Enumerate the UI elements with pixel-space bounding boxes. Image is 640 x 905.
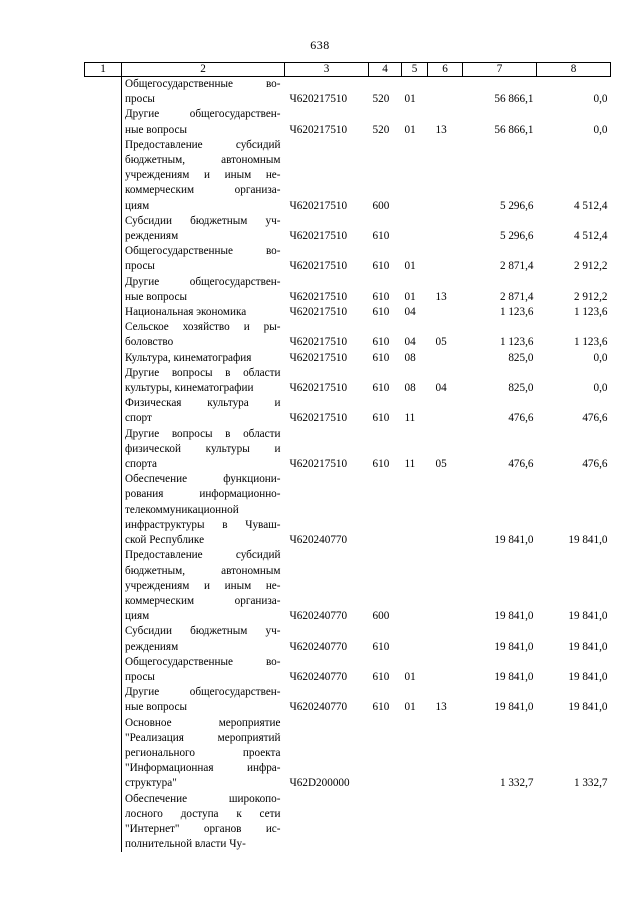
row-number-cell (85, 244, 122, 274)
amount-year-2: 1 123,6 (573, 336, 608, 349)
column-header: 7 (463, 63, 537, 77)
item-name-line: рования информационно- (125, 488, 281, 501)
section-code: 01 (404, 93, 416, 106)
amount-year-2: 0,0 (593, 351, 608, 364)
amount-year-2: 4 512,4 (573, 230, 608, 243)
item-name-line: просы (125, 260, 155, 273)
row-number-cell (85, 396, 122, 426)
target-article-code: Ч62D200000 (289, 777, 350, 790)
column-header: 2 (122, 63, 285, 77)
amount-year-2: 2 912,2 (573, 290, 608, 303)
subsection-code: 13 (435, 123, 447, 136)
item-name-cell (122, 548, 285, 624)
row-number-cell (85, 716, 122, 792)
amount-year-2: 19 841,0 (568, 610, 608, 623)
amount-year-1: 1 123,6 (499, 306, 534, 319)
expense-type-code: 520 (372, 123, 390, 136)
expense-type-code: 610 (372, 640, 390, 653)
item-name-line: регионального проекта (125, 746, 281, 759)
section-code: 08 (404, 351, 416, 364)
row-number-cell (85, 351, 122, 366)
expense-type-code: 610 (372, 670, 390, 683)
table-row (85, 138, 611, 214)
item-name-line: реждениям (125, 230, 179, 243)
section-code: 01 (404, 670, 416, 683)
target-article-code: Ч620217510 (289, 93, 348, 106)
table-row (85, 396, 611, 426)
expense-type-code: 610 (372, 290, 390, 303)
subsection-code (428, 716, 463, 792)
item-name-cell (122, 792, 285, 853)
amount-year-2: 0,0 (593, 123, 608, 136)
section-code: 11 (404, 412, 416, 425)
item-name-line: коммерческим организа- (125, 594, 281, 607)
subsection-code (428, 351, 463, 366)
amount-year-1: 1 332,7 (499, 777, 534, 790)
expense-type-code: 520 (372, 93, 390, 106)
expense-type-code: 610 (372, 260, 390, 273)
amount-year-1: 476,6 (508, 458, 534, 471)
item-name-line: инфраструктуры в Чуваш- (125, 518, 281, 531)
row-number-cell (85, 685, 122, 715)
subsection-code (428, 396, 463, 426)
subsection-code (428, 214, 463, 244)
subsection-code (428, 77, 463, 108)
row-number-cell (85, 305, 122, 320)
item-name-cell (122, 427, 285, 473)
target-article-code: Ч620217510 (289, 290, 348, 303)
target-article-code: Ч620217510 (289, 412, 348, 425)
row-number-cell (85, 792, 122, 853)
amount-year-1: 19 841,0 (494, 534, 534, 547)
table-row (85, 427, 611, 473)
expense-type-code: 610 (372, 351, 390, 364)
target-article-code: Ч620217510 (289, 382, 348, 395)
expense-type-code: 610 (372, 382, 390, 395)
page-number: 638 (310, 38, 330, 52)
table-body (85, 77, 611, 853)
item-name-line: Предоставление субсидий (125, 549, 281, 562)
item-name-line: реждениям (125, 640, 179, 653)
amount-year-1: 19 841,0 (494, 701, 534, 714)
table-row (85, 214, 611, 244)
row-number-cell (85, 275, 122, 305)
target-article-code: Ч620240770 (289, 670, 348, 683)
item-name-line: "Реализация мероприятий (125, 731, 281, 744)
table-row (85, 472, 611, 548)
amount-year-1: 19 841,0 (494, 640, 534, 653)
item-name-line: культуры, кинематографии (125, 382, 254, 395)
item-name-line: бюджетным, автономным (125, 564, 281, 577)
amount-year-1: 19 841,0 (494, 610, 534, 623)
amount-year-1: 825,0 (508, 382, 534, 395)
item-name-line: "Интернет" органов ис- (125, 822, 281, 835)
section-code: 01 (404, 123, 416, 136)
item-name-line: боловство (125, 336, 174, 349)
section-code: 01 (404, 260, 416, 273)
item-name-line: Общегосударственные во- (125, 78, 281, 90)
item-name-line: Другие вопросы в области (125, 427, 281, 440)
section-code: 04 (404, 306, 416, 319)
item-name-cell (122, 366, 285, 396)
expense-type-code (369, 716, 402, 792)
column-header: 1 (85, 63, 122, 77)
row-number-cell (85, 138, 122, 214)
amount-year-2: 0,0 (593, 93, 608, 106)
expense-type-code: 600 (372, 610, 390, 623)
item-name-line: Другие общегосударствен- (125, 686, 281, 699)
amount-year-1: 5 296,6 (499, 199, 534, 212)
amount-year-1: 476,6 (508, 412, 534, 425)
item-name-line: Другие общегосударствен- (125, 108, 281, 121)
item-name-line: "Информационная инфра- (125, 762, 281, 775)
item-name-line: циям (125, 610, 150, 623)
row-number-cell (85, 655, 122, 685)
table-row (85, 366, 611, 396)
item-name-line: физической культуры и (125, 442, 281, 455)
subsection-code (428, 472, 463, 548)
item-name-line: ные вопросы (125, 123, 188, 136)
item-name-line: бюджетным, автономным (125, 154, 281, 167)
table-row (85, 624, 611, 654)
row-number-cell (85, 77, 122, 108)
item-name-line: лосного доступа к сети (125, 807, 281, 820)
subsection-code: 13 (435, 290, 447, 303)
amount-year-2: 19 841,0 (568, 701, 608, 714)
target-article-code: Ч620217510 (289, 123, 348, 136)
subsection-code: 04 (435, 382, 447, 395)
section-code: 11 (404, 458, 416, 471)
item-name-cell (122, 716, 285, 792)
expense-type-code: 610 (372, 701, 390, 714)
item-name-line: телекоммуникационной (125, 503, 239, 516)
row-number-cell (85, 107, 122, 137)
item-name-line: Культура, кинематография (125, 351, 252, 364)
table-row (85, 685, 611, 715)
amount-year-2: 0,0 (593, 382, 608, 395)
item-name-line: Сельское хозяйство и ры- (125, 321, 281, 334)
expense-type-code (369, 472, 402, 548)
column-header: 6 (428, 63, 463, 77)
item-name-line: Обеспечение широкопо- (125, 792, 281, 805)
amount-year-1: 2 871,4 (499, 290, 534, 303)
amount-year-2: 2 912,2 (573, 260, 608, 273)
section-code (402, 214, 428, 244)
expense-type-code: 610 (372, 230, 390, 243)
subsection-code (428, 138, 463, 214)
table-row (85, 107, 611, 137)
item-name-cell (122, 655, 285, 685)
item-name-line: структура" (125, 777, 177, 790)
amount-year-1: 5 296,6 (499, 230, 534, 243)
target-article-code: Ч620217510 (289, 260, 348, 273)
column-header: 5 (402, 63, 428, 77)
row-number-cell (85, 624, 122, 654)
table-row (85, 77, 611, 108)
item-name-line: Национальная экономика (125, 306, 247, 319)
subsection-code (428, 624, 463, 654)
amount-year-2: 1 123,6 (573, 306, 608, 319)
budget-table (84, 62, 611, 852)
item-name-line: Основное мероприятие (125, 716, 281, 729)
subsection-code (428, 244, 463, 274)
item-name-line: Обеспечение функциони- (125, 473, 281, 486)
amount-year-2: 19 841,0 (568, 670, 608, 683)
expense-type-code: 610 (372, 306, 390, 319)
amount-year-1: 2 871,4 (499, 260, 534, 273)
section-code (402, 548, 428, 624)
table-header-row (85, 63, 611, 77)
amount-year-2: 476,6 (582, 412, 608, 425)
row-number-cell (85, 366, 122, 396)
target-article-code: Ч620217510 (289, 351, 348, 364)
row-number-cell (85, 320, 122, 350)
item-name-cell (122, 396, 285, 426)
amount-year-1: 56 866,1 (494, 93, 534, 106)
item-name-line: Общегосударственные во- (125, 245, 281, 258)
item-name-line: циям (125, 199, 150, 212)
item-name-line: учреждениям и иным не- (125, 169, 281, 182)
row-number-cell (85, 548, 122, 624)
item-name-line: Другие вопросы в области (125, 366, 281, 379)
column-header: 8 (537, 63, 611, 77)
item-name-line: полнительной власти Чу- (125, 838, 246, 851)
table-row (85, 548, 611, 624)
section-code (402, 716, 428, 792)
target-article-code: Ч620217510 (289, 230, 348, 243)
row-number-cell (85, 472, 122, 548)
row-number-cell (85, 214, 122, 244)
item-name-cell (122, 214, 285, 244)
target-article-code: Ч620217510 (289, 458, 348, 471)
column-header: 3 (285, 63, 369, 77)
section-code: 01 (404, 701, 416, 714)
section-code (402, 472, 428, 548)
item-name-cell (122, 138, 285, 214)
item-name-line: просы (125, 93, 155, 106)
item-name-cell (122, 351, 285, 366)
table-row (85, 716, 611, 792)
item-name-line: Субсидии бюджетным уч- (125, 625, 281, 638)
section-code: 04 (404, 336, 416, 349)
section-code: 08 (404, 382, 416, 395)
item-name-line: ные вопросы (125, 290, 188, 303)
subsection-code (428, 655, 463, 685)
item-name-line: коммерческим организа- (125, 184, 281, 197)
table-row (85, 792, 611, 853)
amount-year-2: 19 841,0 (568, 640, 608, 653)
item-name-cell (122, 305, 285, 320)
item-name-line: Общегосударственные во- (125, 655, 281, 668)
expense-type-code (369, 792, 402, 853)
target-article-code: Ч620240770 (289, 534, 348, 547)
row-number-cell (85, 427, 122, 473)
amount-year-2 (537, 792, 611, 853)
amount-year-2: 19 841,0 (568, 534, 608, 547)
item-name-line: Другие общегосударствен- (125, 275, 281, 288)
subsection-code: 13 (435, 701, 447, 714)
subsection-code: 05 (435, 336, 447, 349)
item-name-line: ные вопросы (125, 701, 188, 714)
item-name-cell (122, 107, 285, 137)
amount-year-1: 19 841,0 (494, 670, 534, 683)
expense-type-code: 610 (372, 336, 390, 349)
target-article-code: Ч620217510 (289, 306, 348, 319)
subsection-code: 05 (435, 458, 447, 471)
item-name-line: спорт (125, 412, 152, 425)
item-name-cell (122, 275, 285, 305)
subsection-code (428, 548, 463, 624)
item-name-line: Физическая культура и (125, 397, 281, 410)
section-code (402, 792, 428, 853)
item-name-cell (122, 77, 285, 108)
item-name-cell (122, 472, 285, 548)
section-code (402, 138, 428, 214)
item-name-cell (122, 624, 285, 654)
expense-type-code: 600 (372, 199, 390, 212)
item-name-cell (122, 320, 285, 350)
target-article-code (285, 792, 369, 853)
table-row (85, 351, 611, 366)
item-name-line: Субсидии бюджетным уч- (125, 214, 281, 227)
column-header: 4 (369, 63, 402, 77)
expense-type-code: 610 (372, 458, 390, 471)
target-article-code: Ч620240770 (289, 610, 348, 623)
table-row (85, 244, 611, 274)
target-article-code: Ч620217510 (289, 199, 348, 212)
expense-type-code: 610 (372, 412, 390, 425)
subsection-code (428, 305, 463, 320)
amount-year-2: 4 512,4 (573, 199, 608, 212)
section-code (402, 624, 428, 654)
item-name-cell (122, 685, 285, 715)
amount-year-2: 1 332,7 (573, 777, 608, 790)
item-name-line: Предоставление субсидий (125, 138, 281, 151)
target-article-code: Ч620217510 (289, 336, 348, 349)
item-name-line: просы (125, 670, 155, 683)
target-article-code: Ч620240770 (289, 640, 348, 653)
item-name-line: спорта (125, 458, 157, 471)
table-row (85, 655, 611, 685)
amount-year-1 (463, 792, 537, 853)
table-row (85, 275, 611, 305)
item-name-cell (122, 244, 285, 274)
item-name-line: учреждениям и иным не- (125, 579, 281, 592)
section-code: 01 (404, 290, 416, 303)
amount-year-1: 825,0 (508, 351, 534, 364)
subsection-code (428, 792, 463, 853)
amount-year-1: 1 123,6 (499, 336, 534, 349)
amount-year-2: 476,6 (582, 458, 608, 471)
amount-year-1: 56 866,1 (494, 123, 534, 136)
table-row (85, 305, 611, 320)
target-article-code: Ч620240770 (289, 701, 348, 714)
item-name-line: ской Республике (125, 534, 205, 547)
table-row (85, 320, 611, 350)
